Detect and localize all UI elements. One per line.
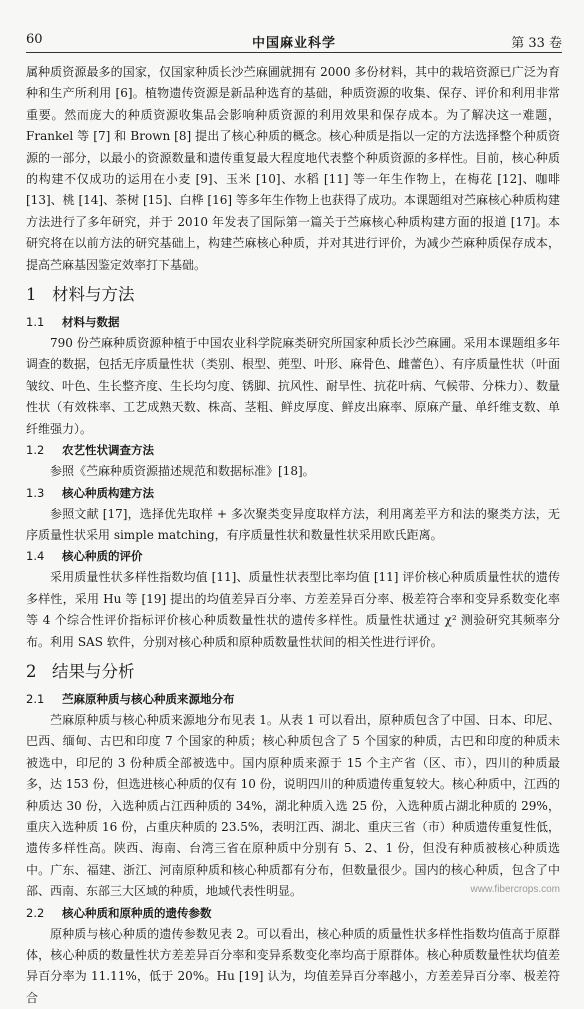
paragraph-1-1: 790 份苎麻种质资源种植于中国农业科学院麻类研究所国家种质长沙苎麻圃。采用本课题组多年调查的数据，包括无序质量性状（类别、根型、蔸型、叶形、麻骨色、雌蕾色）、有序质量性状（叶面皱纹、叶色、生长整齐度、生长均匀度、锈脚、抗风性、耐旱性、抗花叶病、气候带、分株力）、数量性状（有效株率、工艺成熟天数、株高、茎粗、鲜皮厚度、鲜皮出麻率、原麻产量、单纤维支数、单纤维强力）。: [26, 336, 561, 436]
subsection-number: 2.2: [26, 905, 45, 920]
section-number: 2: [26, 661, 37, 681]
article-body: [26, 62, 560, 1009]
paragraph-1-4: 采用质量性状多样性指数均值 [11]、质量性状表型比率均值 [11] 评价核心种质质量性状的遗传多样性，采用 Hu 等 [19] 提出的均值差异百分率、方差差异百分率、极差符合率和变异系数变化率等 4 个综合性评价指标评价核心种质数量性状的遗传多样性。质量性状通过 χ² 测验研究其频率分布。利用 SAS 软件，分别对核心种质和原种质数量性状间的相关性进行评价。: [26, 570, 560, 649]
paragraph-1-3: 参照文献 [17]，选择优先取样 + 多次聚类变异度取样方法，利用离差平方和法的聚类方法，无序质量性状采用 simple matching，有序质量性状和数量性状采用欧氏距离。: [26, 506, 560, 542]
subsection-heading-1-2: [26, 440, 560, 461]
paragraph-2-1: 苎麻原种质与核心种质来源地分布见表 1。从表 1 可以看出，原种质包含了中国、日本、印尼、巴西、缅甸、古巴和印度 7 个国家的种质；核心种质包含了 5 个国家的种质，古巴和印度的种质未被选中，印尼的 3 份种质全部被选中。国内原种质来源于 15 个主产省（区、市），四川的种质最多，达 153 份，但选进核心种质的仅有 10 份，说明四川的种质遗传重复较大。核心种质中，江西的种质达 30 份，入选种质占江西种质的 34%，湖北种质入选 25 份，入选种质占湖北种质的 29%，重庆入选种质 16 份，占重庆种质的 23.5%，表明江西、湖北、重庆三省（市）种质遗传重复性低，遗传多样性高。陕西、海南、台湾三省在原种质中分别有 5、2、1 份，但没有种质被核心种质选中。广东、福建、浙江、河南原种质和核心种质都有分布，但数量很少。国内的核心种质，包含了中部、西南、东部三大区域的种质，地域代表性明显。: [26, 712, 560, 899]
subsection-title: 材料与数据: [62, 315, 120, 330]
subsection-heading-1-1: [26, 312, 560, 333]
page-number: 60: [26, 32, 43, 47]
section-title: 结果与分析: [52, 661, 135, 681]
subsection-title: 核心种质的评价: [62, 549, 143, 564]
subsection-number: 1.1: [26, 315, 45, 330]
subsection-heading-1-4: [26, 546, 560, 567]
header-rule: [26, 52, 562, 53]
section-title: 材料与方法: [52, 285, 135, 305]
subsection-title: 核心种质构建方法: [62, 485, 154, 500]
paragraph-2-2: 原种质与核心种质的遗传参数见表 2。可以看出，核心种质的质量性状多样性指数均值高于原群体，核心种质的数量性状方差差异百分率和变异系数变化率均高于原群体。核心种质数量性状均值差异百分率为 11.11%，低于 20%。Hu [19] 认为，均值差异百分率越小，方差差异百分率、极差符合: [26, 926, 560, 1005]
running-header: [26, 32, 562, 52]
journal-title: 中国麻业科学: [251, 36, 336, 51]
subsection-title: 农艺性状调查方法: [62, 443, 154, 458]
intro-paragraph: 属种质资源最多的国家，仅国家种质长沙苎麻圃就拥有 2000 多份材料，其中的栽培资源已广泛为育种和生产所利用 [6]。植物遗传资源是新品种选育的基础，种质资源的收集、保存、评价和利用非常重要。然而庞大的种质资源收集品会影响种质资源的利用效果和保存成本。为了解决这一难题，Frankel 等 [7] 和 Brown [8] 提出了核心种质的概念。核心种质是指以一定的方法选择整个种质资源的一部分，以最小的资源数量和遗传重复最大程度地代表整个种质资源的多样性。目前，核心种质的构建不仅成功的运用在小麦 [9]、玉米 [10]、水稻 [11] 等一年生作物上，在梅花 [12]、咖啡 [13]、桃 [14]、茶树 [15]、白桦 [16] 等多年生作物上也获得了成功。本课题组对苎麻核心种质构建方法进行了多年研究，并于 2010 年发表了国际第一篇关于苎麻核心种质构建方面的报道 [17]。本研究将在以前方法的研究基础上，构建苎麻核心种质，并对其进行评价，为减少苎麻种质保存成本，提高苎麻基因鉴定效率打下基础。: [26, 65, 560, 272]
subsection-number: 1.2: [26, 443, 45, 458]
section-heading-2: [26, 657, 560, 687]
subsection-heading-2-1: [26, 689, 560, 710]
subsection-number: 2.1: [26, 691, 45, 706]
watermark-text: www.fibercrops.com: [470, 884, 560, 895]
paragraph-1-2: 参照《苎麻种质资源描述规范和数据标准》[18]。: [50, 464, 315, 479]
subsection-number: 1.3: [26, 485, 45, 500]
subsection-title: 苎麻原种质与核心种质来源地分布: [62, 691, 235, 706]
subsection-heading-1-3: [26, 483, 560, 504]
subsection-number: 1.4: [26, 549, 45, 564]
section-number: 1: [26, 285, 37, 305]
subsection-title: 核心种质和原种质的遗传参数: [62, 905, 212, 920]
subsection-heading-2-2: [26, 903, 560, 924]
volume-label: 第 33 卷: [511, 36, 562, 51]
section-heading-1: [26, 280, 560, 310]
